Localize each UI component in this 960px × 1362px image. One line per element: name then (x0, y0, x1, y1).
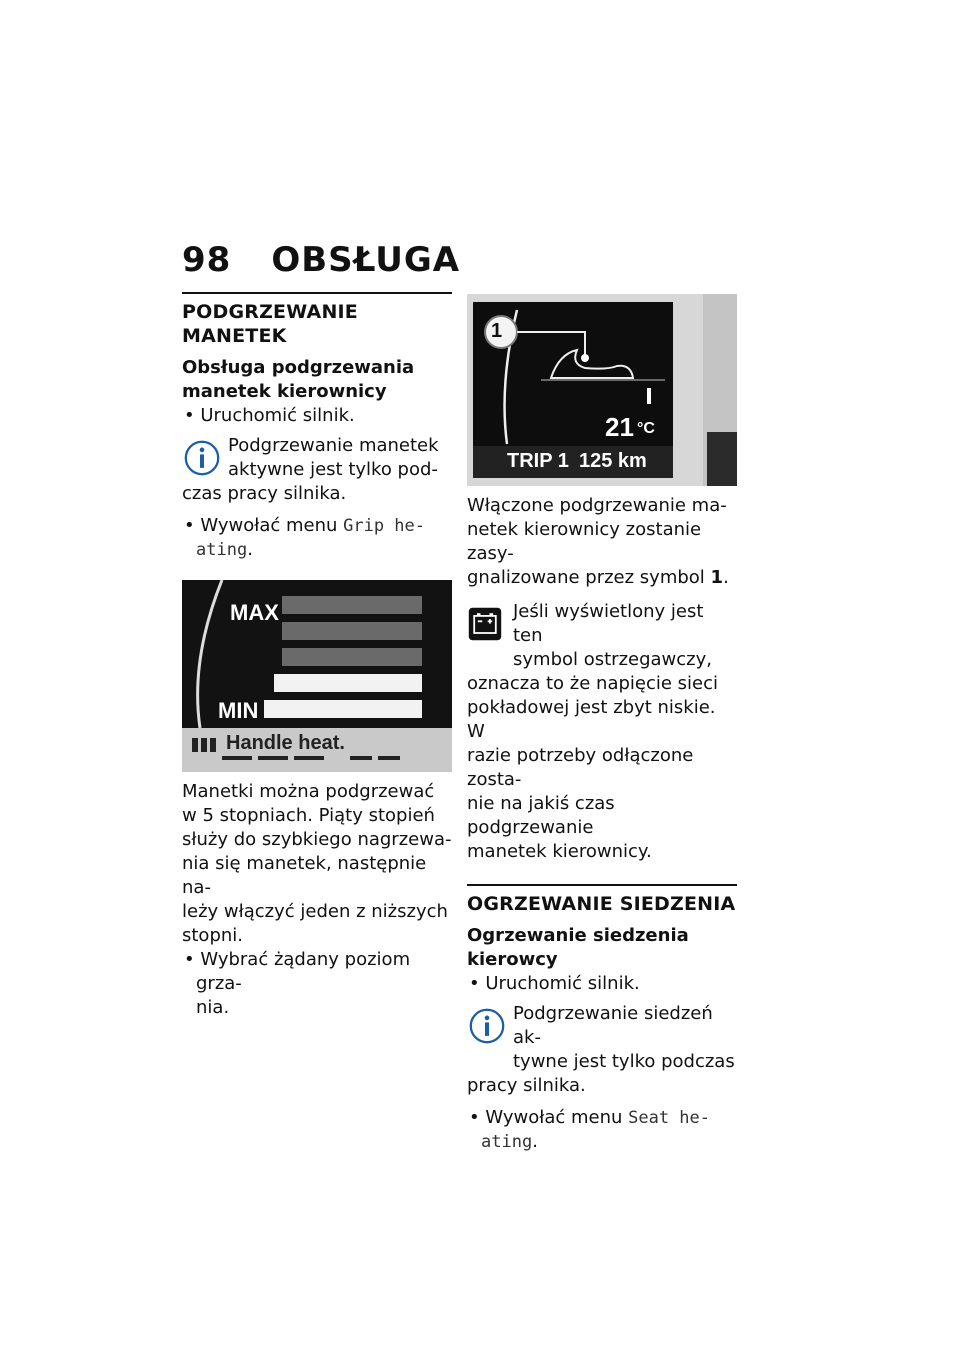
seat-note-line1: Podgrzewanie siedzeń ak- (513, 1003, 713, 1048)
grip-note-line1: Podgrzewanie manetek (228, 435, 439, 456)
seat-section-title: OGRZEWANIE SIEDZENIA (467, 893, 736, 915)
grip-body-text (182, 780, 452, 948)
symbol-reference: 1 (710, 567, 724, 588)
grip-subtitle (182, 356, 452, 404)
trip-label: TRIP 1 (507, 450, 569, 472)
spacer (467, 864, 737, 884)
warning-line: razie potrzeby odłączone zosta- (467, 745, 694, 790)
grip-note-line2: aktywne jest tylko pod- (228, 459, 438, 480)
warning-line: Jeśli wyświetlony jest ten (513, 601, 704, 646)
grip-info-note (182, 434, 452, 506)
symbol-reference-suffix: . (723, 567, 729, 588)
seat-note-line2: tywne jest tylko podczas (513, 1051, 735, 1072)
grip-step-select-b: nia. (196, 997, 230, 1018)
seat-subtitle-line1: Ogrzewanie siedzenia (467, 925, 689, 946)
trip-value: 125 km (579, 450, 647, 472)
grip-section-title: PODGRZEWANIE MANETEK (182, 301, 358, 347)
seat-step-menu-prefix: • Wywołać menu (469, 1107, 629, 1128)
grip-note-line3: czas pracy silnika. (182, 483, 347, 504)
right-column (467, 294, 737, 1154)
grip-step-select-level (182, 948, 452, 1020)
right-body-line: netek kierownicy zostanie zasy- (467, 519, 702, 564)
seat-info-note (467, 1002, 737, 1098)
warning-line: oznacza to że napięcie sieci (467, 673, 719, 694)
seat-step-menu-suffix: . (532, 1131, 538, 1152)
grip-step-menu-prefix: • Wywołać menu (184, 515, 344, 536)
seat-section (467, 884, 737, 1154)
trip-body-text (467, 494, 737, 590)
grip-max-label: MAX (230, 600, 279, 625)
left-column (182, 292, 452, 1020)
grip-body-line: w 5 stopniach. Piąty stopień (182, 805, 435, 826)
grip-step-select-a: • Wybrać żądany poziom grza- (184, 949, 411, 994)
warning-line: manetek kierownicy. (467, 841, 652, 862)
warning-line: symbol ostrzegawczy, (513, 649, 712, 670)
seat-menu-name-b: ating (481, 1132, 533, 1152)
info-icon (184, 440, 220, 476)
grip-body-line: Manetki można podgrzewać (182, 781, 435, 802)
battery-warning-icon (467, 606, 503, 642)
grip-heat-display-image (182, 580, 452, 772)
grip-menu-name-b: ating (196, 540, 248, 560)
seat-step-menu (467, 1106, 737, 1154)
seat-subtitle-line2: kierowcy (467, 949, 558, 970)
grip-menu-name-a: Grip he- (343, 516, 426, 536)
seat-note-line3: pracy silnika. (467, 1075, 586, 1096)
page-number: 98 (182, 240, 232, 280)
grip-min-label: MIN (218, 698, 259, 723)
right-body-line (467, 566, 737, 590)
temperature-unit: °C (637, 420, 655, 437)
grip-subtitle-line1: Obsługa podgrzewania (182, 357, 415, 378)
trip-display-image (467, 294, 737, 486)
grip-bar-label: Handle heat. (226, 732, 345, 754)
grip-step-menu-suffix: . (247, 539, 253, 560)
grip-body-line: stopni. (182, 925, 244, 946)
warning-line: nie na jakiś czas podgrzewanie (467, 793, 615, 838)
temperature-value: 21 (605, 412, 634, 442)
right-body-line-text: gnalizowane przez symbol (467, 567, 711, 588)
seat-menu-name-a: Seat he- (628, 1108, 711, 1128)
right-body-line: Włączone podgrzewanie ma- (467, 495, 727, 516)
grip-step-menu (182, 514, 452, 562)
grip-section (182, 292, 452, 1020)
grip-subtitle-line2: manetek kierownicy (182, 381, 387, 402)
grip-step-start-engine: • Uruchomić silnik. (184, 405, 355, 426)
grip-body-line: nia się manetek, następnie na- (182, 853, 427, 898)
section-name: OBSŁUGA (271, 240, 461, 280)
grip-body-line: leży włączyć jeden z niższych (182, 901, 448, 922)
info-icon (469, 1008, 505, 1044)
seat-step-start-engine: • Uruchomić silnik. (469, 973, 640, 994)
seat-subtitle (467, 924, 737, 972)
page-header (182, 240, 460, 280)
warning-line: pokładowej jest zbyt niskie. W (467, 697, 716, 742)
grip-body-line: służy do szybkiego nagrzewa- (182, 829, 452, 850)
battery-warning-note (467, 600, 737, 864)
callout-number: 1 (491, 320, 503, 342)
